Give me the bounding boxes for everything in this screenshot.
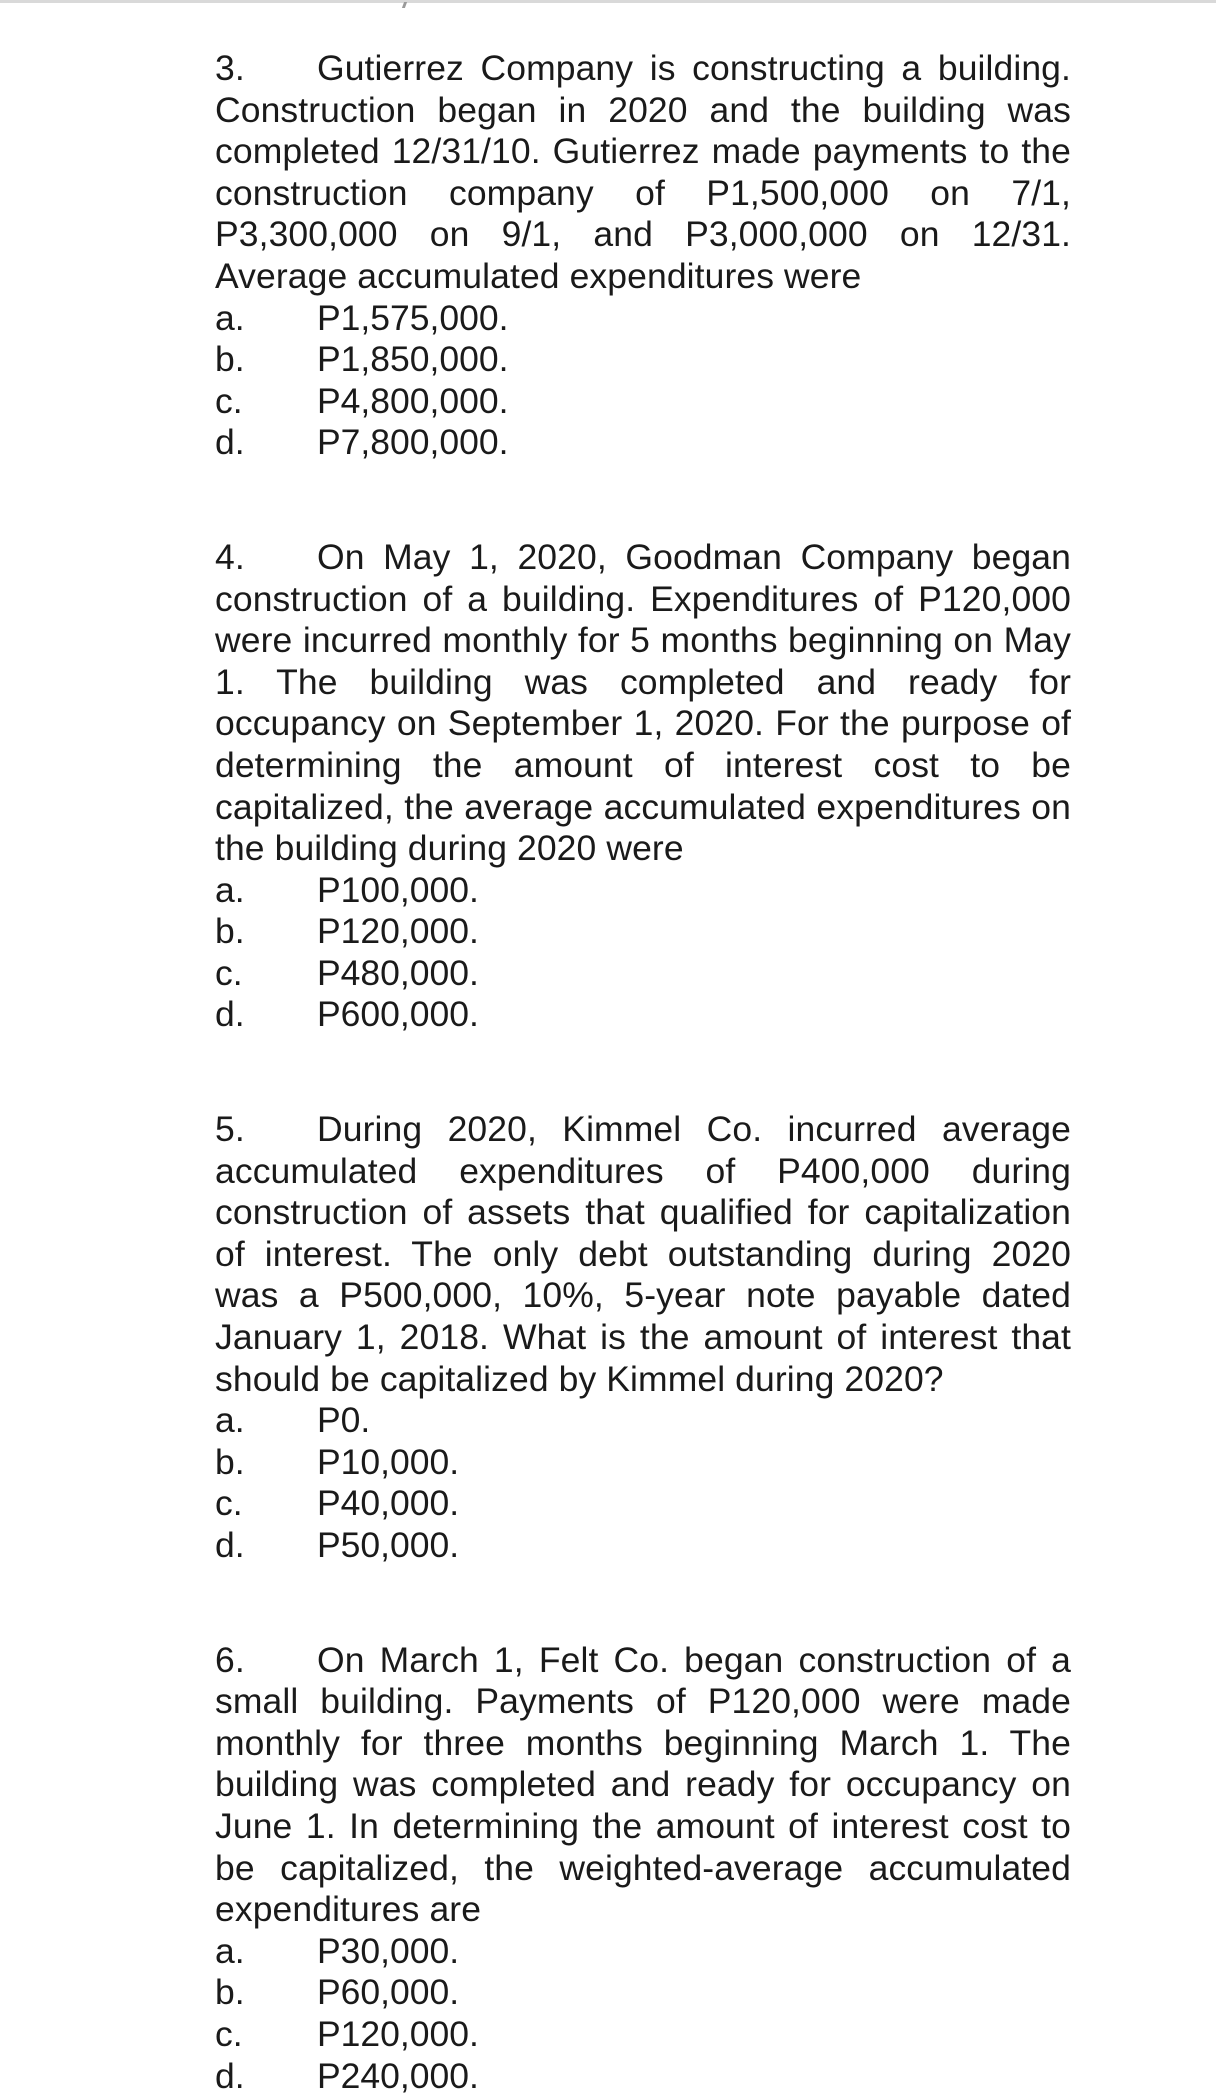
question-number: 3. [215,48,245,88]
choice-letter: a. [215,869,245,910]
choice-text: P60,000. [317,1972,460,2013]
answer-choices [215,298,1071,464]
top-tick-mark [402,2,407,8]
choice-text: P100,000. [317,869,479,910]
answer-choices [215,1931,1071,2097]
choice-a[interactable] [215,870,1071,912]
choice-c[interactable] [215,1483,1071,1525]
choice-letter: d. [215,422,245,463]
question-3 [215,48,1071,464]
choice-text: P1,850,000. [317,339,509,380]
answer-choices [215,870,1071,1036]
choice-letter: b. [215,1441,245,1482]
answer-choices [215,1400,1071,1566]
question-stem [215,1640,1071,1931]
question-number: 6. [215,1639,245,1680]
choice-d[interactable] [215,994,1071,1036]
choice-text: P0. [317,1400,371,1441]
choice-letter: d. [215,994,245,1035]
choice-letter: a. [215,1930,245,1971]
choice-c[interactable] [215,953,1071,995]
question-4 [215,537,1071,1036]
choice-letter: c. [215,1483,243,1524]
choice-text: P480,000. [317,952,479,993]
choice-letter: c. [215,952,243,993]
choice-text: P240,000. [317,2055,479,2096]
question-number: 5. [215,1109,245,1150]
choice-text: P10,000. [317,1441,460,1482]
choice-b[interactable] [215,1972,1071,2014]
choice-letter: c. [215,2013,243,2054]
question-text: Gutierrez Company is constructing a building. Construction began in 2020 and the building was completed 12/31/10. Gutierrez made payments to the construction company of P1,500,000 on 7/1, P3,300,000 on 9/1, and P3,000,000 on 12/31. Average accumulated expenditures were [215,48,1071,296]
choice-letter: b. [215,339,245,380]
question-6 [215,1640,1071,2097]
choice-text: P50,000. [317,1525,460,1565]
choice-text: P120,000. [317,2013,479,2054]
question-5 [215,1109,1071,1567]
choice-letter: a. [215,297,245,338]
choice-text: P40,000. [317,1483,460,1524]
choice-b[interactable] [215,339,1071,381]
choice-text: P30,000. [317,1930,460,1971]
question-text: On May 1, 2020, Goodman Company began construction of a building. Expenditures of P120,000 were incurred monthly for 5 months beginning on May 1. The building was completed and ready for occupancy on September 1, 2020. For the purpose of determining the amount of interest cost to be capitalized, the average accumulated expenditures on the building during 2020 were [215,536,1071,869]
question-text: During 2020, Kimmel Co. incurred average accumulated expenditures of P400,000 during construction of assets that qualified for capitalization of interest. The only debt outstanding during 2020 was a P500,000, 10%, 5-year note payable dated January 1, 2018. What is the amount of interest that should be capitalized by Kimmel during 2020? [215,1109,1071,1399]
choice-text: P1,575,000. [317,297,509,338]
choice-text: P600,000. [317,994,479,1035]
question-stem [215,1109,1071,1400]
choice-letter: d. [215,1525,245,1565]
choice-a[interactable] [215,1400,1071,1442]
choice-letter: d. [215,2055,245,2096]
question-stem [215,537,1071,870]
choice-b[interactable] [215,1442,1071,1484]
choice-text: P7,800,000. [317,422,509,463]
choice-d[interactable] [215,2056,1071,2097]
choice-b[interactable] [215,911,1071,953]
question-stem [215,48,1071,298]
choice-d[interactable] [215,1525,1071,1567]
question-number: 4. [215,536,245,577]
choice-letter: b. [215,1972,245,2013]
question-text: On March 1, Felt Co. began construction of a small building. Payments of P120,000 were made monthly for three months beginning March 1. The building was completed and ready for occupancy on June 1. In determining the amount of interest cost to be capitalized, the weighted-average accumulated expenditures are [215,1639,1071,1930]
top-divider [0,0,1216,3]
choice-a[interactable] [215,298,1071,340]
question-document [215,48,1071,2097]
choice-c[interactable] [215,2014,1071,2056]
choice-text: P4,800,000. [317,380,509,421]
choice-letter: a. [215,1400,245,1441]
choice-letter: b. [215,911,245,952]
choice-a[interactable] [215,1931,1071,1973]
choice-text: P120,000. [317,911,479,952]
choice-d[interactable] [215,422,1071,464]
choice-letter: c. [215,380,243,421]
choice-c[interactable] [215,381,1071,423]
